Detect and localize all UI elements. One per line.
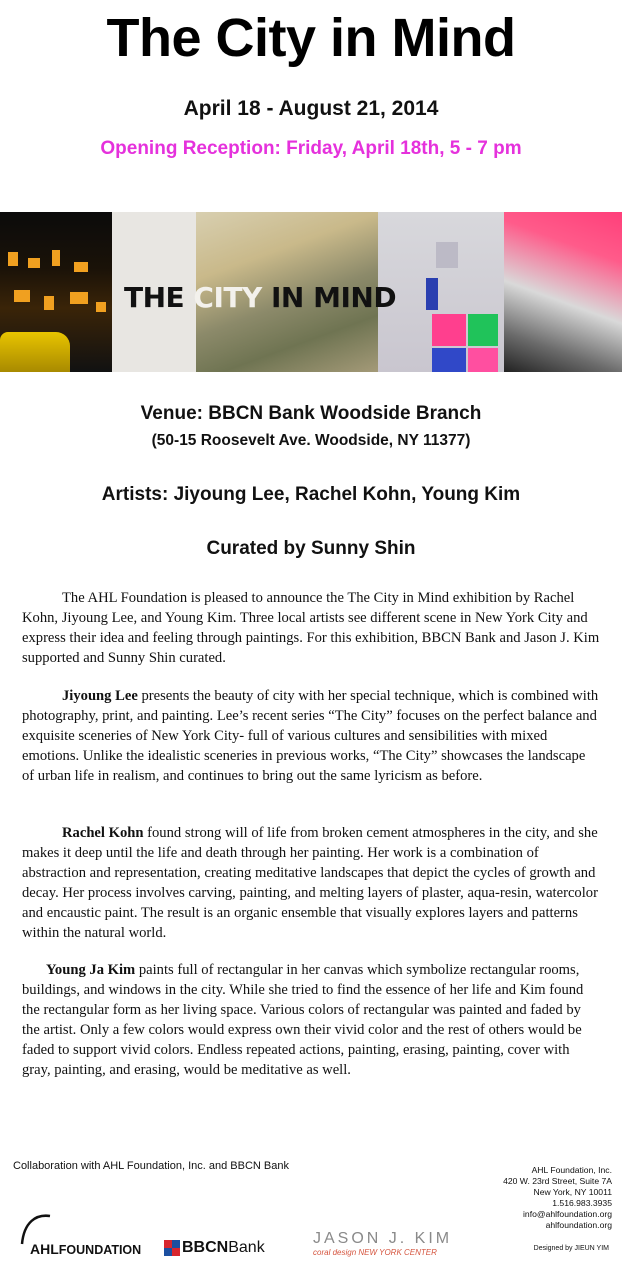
venue-address: (50-15 Roosevelt Ave. Woodside, NY 11377) — [151, 432, 471, 449]
curator: Curated by Sunny Shin — [206, 538, 416, 559]
banner-panel-abstract — [504, 212, 622, 372]
contact-line: 420 W. 23rd Street, Suite 7A — [503, 1176, 612, 1186]
contact-line: AHL Foundation, Inc. — [531, 1165, 612, 1175]
bbcn-squares-icon — [164, 1240, 180, 1256]
venue: Venue: BBCN Bank Woodside Branch — [140, 403, 482, 424]
artist-paragraph-rachel-kohn: Rachel Kohn found strong will of life from broken cement atmospheres in the city, and she makes it deep until the life and death through her painting. Her work is a combination of abstraction and representation, creating meditative landscapes that depict the cycles of growth and decay. Her process involves carving, painting, and melting layers of plaster, aqua-resin, watercolor and encaustic paint. The result is an organic ensemble that visually explores layers and patterns within the natural world. — [22, 825, 598, 942]
intro-paragraph: The AHL Foundation is pleased to announce the The City in Mind exhibition by Rachel Kohn, Jiyoung Lee, and Young Kim. Three local artists see different scene in New York City and express their idea and feeling through paintings. For this exhibition, BBCN Bank and Jason J. Kim supported and Sunny Shin curated. — [22, 590, 600, 667]
designer-credit: Designed by JIEUN YIM — [533, 1245, 609, 1252]
artist-paragraph-jiyoung-lee: Jiyoung Lee presents the beauty of city with her special technique, which is combined with photography, print, and painting. Lee’s recent series “The City” focuses on the perfect balance and exquisite sceneries of New York City- full of various cultures and sensibilities with mixed emotions. Unlike the idealistic sceneries in previous works, “The City” showcases the landscape of urban life in realism, and continues to bring out the same lyricism as before. — [22, 688, 599, 785]
artist-paragraph-young-ja-kim: Young Ja Kim paints full of rectangular in her canvas which symbolize rectangular rooms, buildings, and windows in the city. While she tried to find the essence of her life and Kim found the rectangular form as her living space. Various colors of rectangular was painted and faded by the artist. Only a few colors would express own their vivid color and the rest of others would be faded to support vivid colors. Endless repeated actions, painting, erasing, painting, cover with gray, painting, and erasing, would be meditative as well. — [22, 962, 584, 1079]
opening-reception: Opening Reception: Friday, April 18th, 5 - 7 pm — [100, 138, 522, 159]
banner-panel-rectangles — [378, 212, 504, 372]
banner-title: THE CITY IN MIND — [124, 281, 397, 314]
ahl-foundation-logo: AHLFOUNDATION — [18, 1212, 144, 1258]
contact-line: ahlfoundation.org — [545, 1220, 612, 1230]
exhibition-banner — [0, 212, 622, 372]
contact-line: 1.516.983.3935 — [552, 1198, 612, 1208]
contact-info — [503, 1165, 612, 1231]
artists: Artists: Jiyoung Lee, Rachel Kohn, Young Kim — [101, 484, 521, 505]
banner-panel-night-city — [0, 212, 112, 372]
jason-j-kim-logo: JASON J. KIM coral design NEW YORK CENTER — [313, 1230, 453, 1257]
contact-line: info@ahlfoundation.org — [523, 1209, 612, 1219]
contact-line: New York, NY 10011 — [533, 1187, 612, 1197]
page-title: The City in Mind — [106, 8, 516, 68]
bbcn-bank-logo: BBCNBank — [164, 1238, 265, 1260]
exhibition-dates: April 18 - August 21, 2014 — [183, 97, 439, 120]
collaboration-note: Collaboration with AHL Foundation, Inc. and BBCN Bank — [13, 1160, 289, 1172]
